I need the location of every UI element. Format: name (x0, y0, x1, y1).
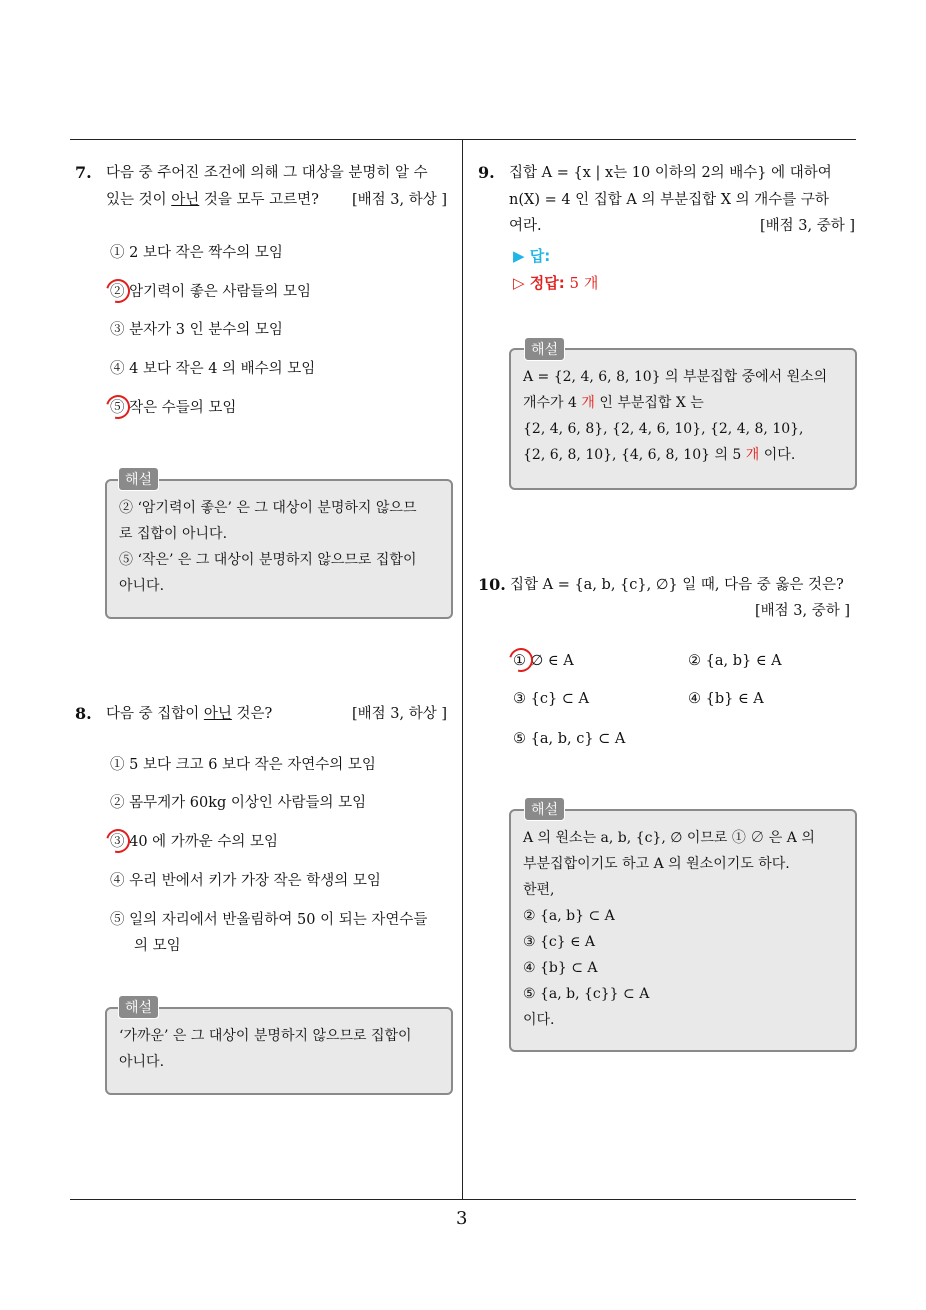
q10-option-2[interactable]: ② {a, b} ∈ A (688, 653, 782, 669)
q9-answer-label: ▶ 답: (513, 247, 551, 265)
q9-solution-box (509, 348, 857, 490)
q10-solution-box (509, 809, 857, 1052)
q8-stem-pre: 다음 중 집합이 (106, 706, 204, 722)
q9-solution-line4 (523, 442, 843, 468)
q10-solution-line4: ② {a, b} ⊂ A (523, 908, 615, 924)
q9-solution-line3: {2, 4, 6, 8}, {2, 4, 6, 10}, {2, 4, 8, 10}, (523, 421, 804, 437)
q7-stem-line2-post: 것을 모두 고르면? (199, 192, 319, 208)
q9-correct-answer (513, 272, 598, 293)
q9-solution-line4-post: 이다. (759, 447, 796, 463)
q10-option-5[interactable]: ⑤ {a, b, c} ⊂ A (513, 731, 626, 747)
q9-solution-line4-pre: {2, 6, 8, 10}, {4, 6, 8, 10} 의 5 (523, 447, 746, 463)
q7-solution-box (105, 479, 453, 619)
q8-solution-box (105, 1007, 453, 1095)
q10-option-3[interactable]: ③ {c} ⊂ A (513, 691, 590, 707)
q10-solution-line3: 한편, (523, 882, 555, 898)
bottom-rule (70, 1199, 856, 1200)
q9-solution-tag: 해설 (524, 337, 565, 361)
q8-option-3[interactable]: ③ 40 에 가까운 수의 모임 (110, 834, 279, 850)
q7-stem-line2-pre: 있는 것이 (106, 192, 172, 208)
q7-stem-line2 (106, 187, 319, 213)
q7-solution-line4: 아니다. (119, 578, 165, 594)
q7-stem-underline: 아닌 (171, 192, 200, 208)
q9-correct-value: 5 개 (569, 274, 599, 292)
page-number: 3 (456, 1208, 468, 1229)
q8-stem-post: 것은? (231, 706, 273, 722)
q9-solution-line2 (523, 390, 843, 416)
q7-option-1[interactable]: ① 2 보다 작은 짝수의 모임 (110, 245, 283, 261)
q7-solution-line3: ⑤ ‘작은’ 은 그 대상이 분명하지 않으므로 집합이 (119, 552, 417, 568)
q10-number: 10. (478, 575, 506, 594)
q8-solution-line1: ‘가까운’ 은 그 대상이 분명하지 않으므로 집합이 (119, 1028, 412, 1044)
q7-option-2[interactable]: ② 암기력이 좋은 사람들의 모임 (110, 284, 312, 300)
q7-number: 7. (75, 163, 92, 182)
q8-option-5[interactable]: ⑤ 일의 자리에서 반올림하여 50 이 되는 자연수들 (110, 912, 428, 928)
q9-solution-line2-pre: 개수가 4 (523, 395, 582, 411)
q10-score: [배점 3, 중하 ] (755, 603, 851, 619)
q9-score: [배점 3, 중하 ] (760, 218, 856, 234)
q10-solution-line2: 부분집합이기도 하고 A 의 원소이기도 하다. (523, 856, 790, 872)
q7-option-3[interactable]: ③ 분자가 3 인 분수의 모임 (110, 322, 283, 338)
q10-option-4[interactable]: ④ {b} ∈ A (688, 691, 764, 707)
q7-stem-line1: 다음 중 주어진 조건에 의해 그 대상을 분명히 알 수 (106, 165, 428, 181)
q8-solution-tag: 해설 (118, 995, 159, 1019)
q10-solution-line8: 이다. (523, 1012, 555, 1028)
q9-solution-line2-post: 인 부분집합 X 는 (594, 395, 704, 411)
q7-score: [배점 3, 하상 ] (352, 192, 448, 208)
q7-solution-line2: 로 집합이 아니다. (119, 526, 228, 542)
q9-solution-line4-red: 개 (745, 447, 760, 463)
q10-option-1[interactable]: ① ∅ ∈ A (513, 653, 574, 669)
q8-score: [배점 3, 하상 ] (352, 706, 448, 722)
q8-stem-underline: 아닌 (203, 706, 232, 722)
column-divider (462, 140, 463, 1200)
q8-option-1[interactable]: ① 5 보다 크고 6 보다 작은 자연수의 모임 (110, 757, 376, 773)
q8-option-4[interactable]: ④ 우리 반에서 키가 가장 작은 학생의 모임 (110, 873, 381, 889)
q10-solution-line6: ④ {b} ⊂ A (523, 960, 598, 976)
q9-solution-line2-red: 개 (581, 395, 595, 411)
q10-solution-tag: 해설 (524, 797, 565, 821)
q9-stem-line1: 집합 A = {x | x는 10 이하의 2의 배수} 에 대하여 (509, 165, 832, 181)
q10-solution-line1: A 의 원소는 a, b, {c}, ∅ 이므로 ① ∅ 은 A 의 (523, 830, 815, 846)
q8-solution-line2: 아니다. (119, 1054, 165, 1070)
q7-solution-tag: 해설 (118, 467, 159, 491)
q9-correct-label: ▷ 정답: (513, 274, 565, 292)
q7-option-5[interactable]: ⑤ 작은 수들의 모임 (110, 400, 237, 416)
q7-solution-line1: ② ‘암기력이 좋은’ 은 그 대상이 분명하지 않으므 (119, 500, 417, 516)
q10-stem: 집합 A = {a, b, {c}, ∅} 일 때, 다음 중 옳은 것은? (510, 577, 844, 593)
q8-stem (106, 701, 272, 727)
q8-number: 8. (75, 704, 92, 723)
q8-option-2[interactable]: ② 몸무게가 60kg 이상인 사람들의 모임 (110, 795, 367, 811)
q9-stem-line3: 여라. (509, 218, 542, 234)
q7-option-4[interactable]: ④ 4 보다 작은 4 의 배수의 모임 (110, 361, 316, 377)
top-rule (70, 139, 856, 140)
q9-number: 9. (478, 163, 495, 182)
q10-solution-line7: ⑤ {a, b, {c}} ⊂ A (523, 986, 650, 1002)
q9-solution-line1: A = {2, 4, 6, 8, 10} 의 부분집합 중에서 원소의 (523, 369, 828, 385)
q10-solution-line5: ③ {c} ∈ A (523, 934, 596, 950)
q9-stem-line2: n(X) = 4 인 집합 A 의 부분집합 X 의 개수를 구하 (509, 192, 829, 208)
q8-option-5-cont: 의 모임 (134, 938, 181, 954)
